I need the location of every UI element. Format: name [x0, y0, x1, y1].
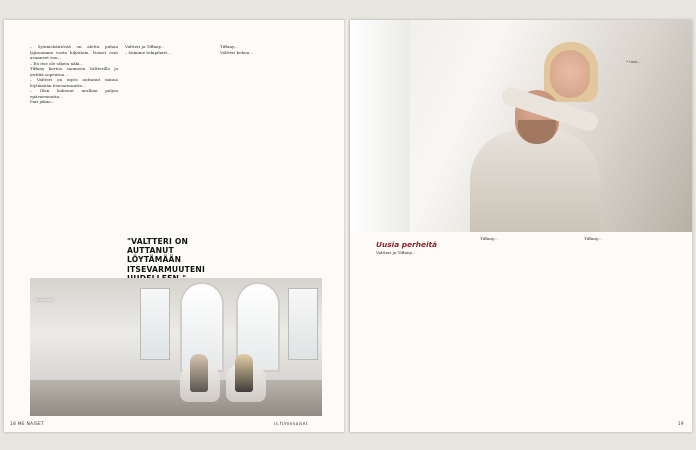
website-footer: is.fi/menaiset — [274, 421, 308, 426]
photo-caption: Pariskunta... — [34, 298, 57, 302]
body-paragraph: – Olen kokenut urallani paljon epävarmuutta... — [30, 88, 118, 99]
left-page-column-2 — [125, 44, 213, 230]
body-paragraph: Valtteri ja Tiffany... — [376, 250, 416, 255]
right-page — [350, 20, 692, 432]
right-page-column-1 — [376, 250, 474, 416]
body-paragraph: Tiffany... — [584, 236, 602, 241]
woman-figure — [550, 50, 590, 98]
body-paragraph: Valtteri ja Tiffany... — [125, 44, 165, 49]
body-paragraph: Tiffany... — [220, 44, 238, 49]
couple-photo — [350, 20, 692, 232]
person-figure — [235, 354, 253, 392]
window — [288, 288, 318, 360]
window — [350, 20, 410, 232]
pull-quote: "VALTTERI ON AUTTANUT LÖYTÄMÄÄN ITSEVARMUUTENI — [127, 237, 205, 274]
person-figure — [190, 354, 208, 392]
living-room-photo — [30, 278, 322, 416]
body-paragraph: Tiffany... — [480, 236, 498, 241]
body-paragraph: Tiffany kertoo suomeen Valtterilla ja yrittää sopeutua... — [30, 66, 118, 77]
body-paragraph: – Valtteri on myös auttanut minua löytämään itsevarmuutta... — [30, 77, 118, 88]
left-page-column-3 — [220, 44, 318, 268]
man-figure — [470, 130, 600, 232]
floor — [30, 380, 322, 416]
caption-bullet: • — [626, 60, 630, 64]
photo-caption — [626, 60, 684, 65]
page-number-left: 18 ME NAISET — [10, 421, 45, 426]
right-page-column-3 — [584, 236, 674, 416]
photo-caption-text: Uusi... — [629, 60, 641, 64]
section-heading: Uusia perheitä — [376, 240, 438, 249]
body-paragraph: Valtteri kehuu... — [220, 49, 254, 55]
left-page-column-1 — [30, 44, 118, 268]
body-paragraph: Pari jakaa... — [30, 99, 55, 105]
body-paragraph: – Saimme tukipilarit... — [125, 49, 171, 55]
right-page-column-2 — [480, 236, 578, 416]
body-paragraph: – En itse ole oikein näki... — [30, 60, 84, 66]
left-page — [4, 20, 344, 432]
body-paragraph: – Syömishäiriöstä on alettu puhua lajissamme vasta hiljattain. Naiset ovat avanneet suu... — [30, 44, 118, 61]
page-number-right: 19 — [677, 421, 684, 426]
window — [140, 288, 170, 360]
